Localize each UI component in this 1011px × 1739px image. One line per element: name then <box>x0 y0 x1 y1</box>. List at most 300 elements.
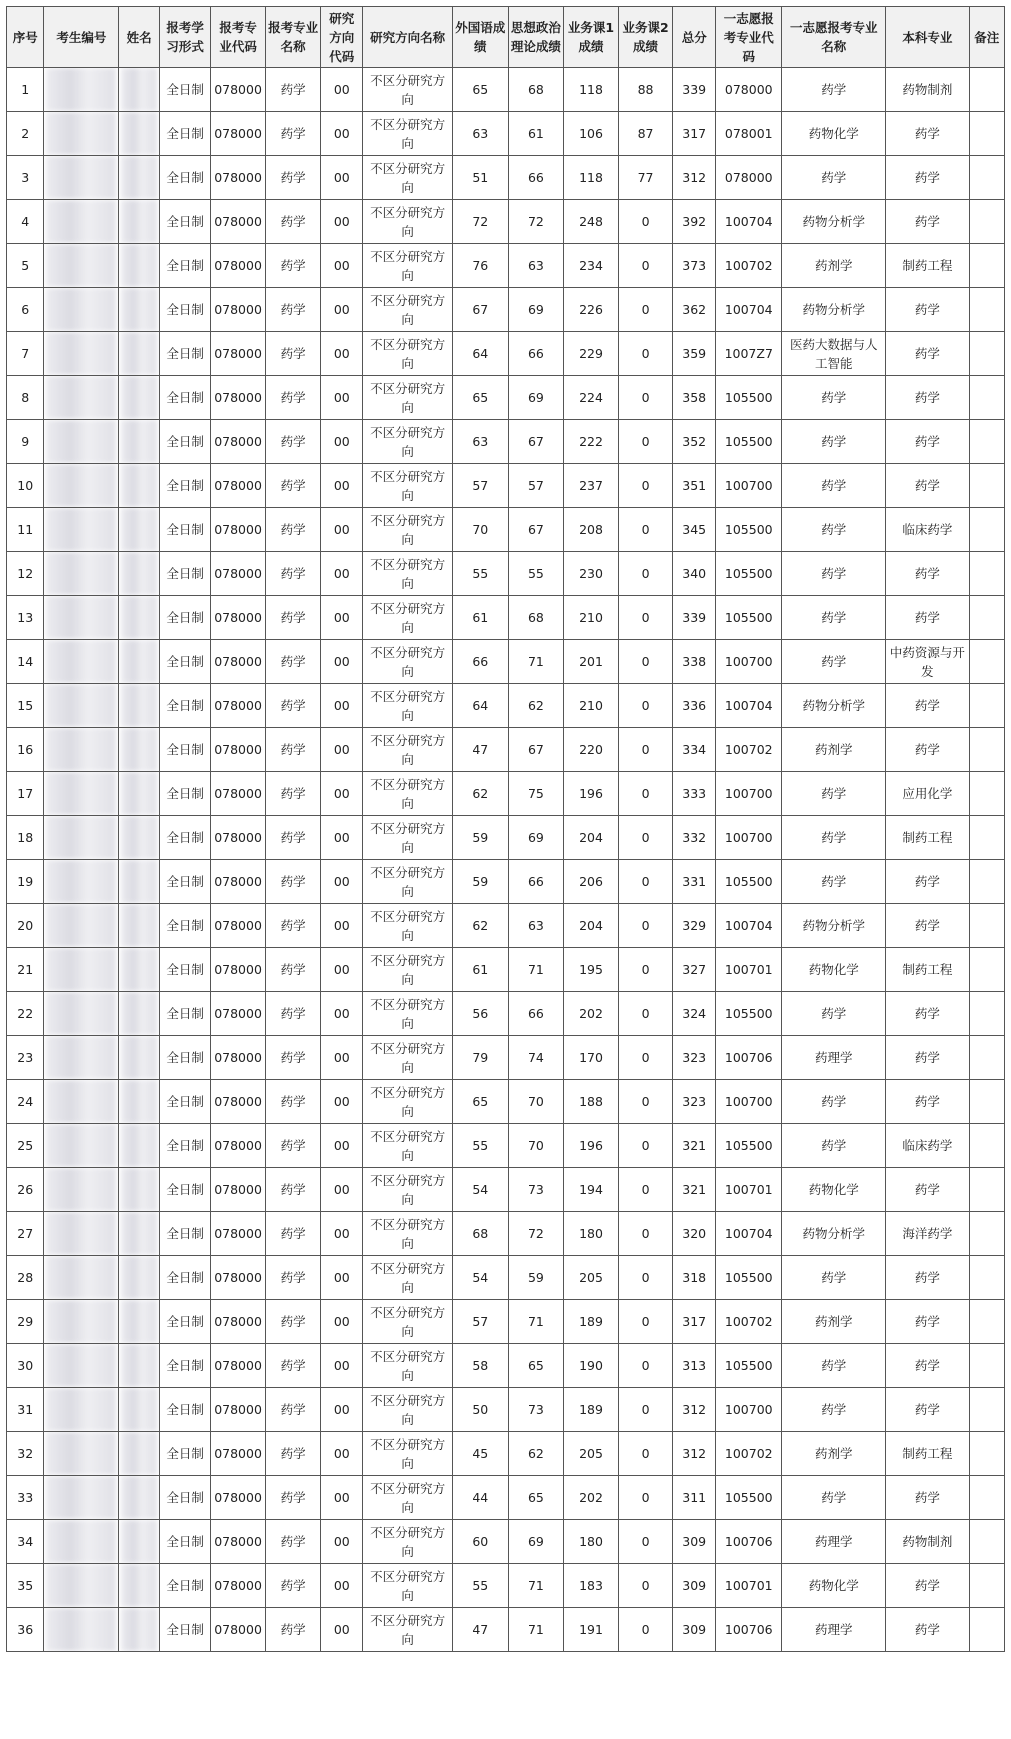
header-first-choice-name: 一志愿报考专业名称 <box>782 7 886 68</box>
cell-undergrad-major: 药学 <box>886 992 969 1036</box>
cell-major-name: 药学 <box>265 1168 321 1212</box>
redaction-blur <box>121 1212 157 1255</box>
cell-major-name: 药学 <box>265 1608 321 1652</box>
cell-direction-name: 不区分研究方向 <box>363 376 453 420</box>
cell-total: 329 <box>673 904 716 948</box>
redaction-blur <box>46 332 116 375</box>
table-body <box>7 68 1005 1652</box>
redaction-blur <box>121 904 157 947</box>
cell-direction-code: 00 <box>321 772 363 816</box>
cell-foreign-language: 70 <box>453 508 509 552</box>
table-row <box>7 1080 1005 1124</box>
cell-politics: 74 <box>508 1036 564 1080</box>
cell-politics: 68 <box>508 596 564 640</box>
cell-first-choice-code: 1007Z7 <box>716 332 782 376</box>
cell-first-choice-name: 药学 <box>782 68 886 112</box>
cell-direction-code: 00 <box>321 1608 363 1652</box>
cell-remarks <box>969 288 1004 332</box>
name-redacted <box>119 1432 160 1476</box>
redaction-blur <box>121 1300 157 1343</box>
cell-foreign-language: 65 <box>453 376 509 420</box>
table-row <box>7 1168 1005 1212</box>
cell-major-name: 药学 <box>265 1124 321 1168</box>
table-row <box>7 288 1005 332</box>
cell-subject-2: 0 <box>618 332 673 376</box>
cell-subject-1: 234 <box>564 244 619 288</box>
cell-major-code: 078000 <box>211 1124 266 1168</box>
cell-subject-2: 0 <box>618 640 673 684</box>
cell-direction-name: 不区分研究方向 <box>363 1080 453 1124</box>
cell-direction-code: 00 <box>321 244 363 288</box>
cell-remarks <box>969 1608 1004 1652</box>
cell-subject-1: 208 <box>564 508 619 552</box>
cell-study-mode: 全日制 <box>159 1608 210 1652</box>
cell-study-mode: 全日制 <box>159 552 210 596</box>
cell-undergrad-major: 药学 <box>886 156 969 200</box>
cell-direction-code: 00 <box>321 200 363 244</box>
cell-total: 321 <box>673 1168 716 1212</box>
cell-direction-name: 不区分研究方向 <box>363 420 453 464</box>
table-row <box>7 596 1005 640</box>
cell-index: 11 <box>7 508 44 552</box>
cell-first-choice-name: 药学 <box>782 860 886 904</box>
cell-subject-2: 0 <box>618 1564 673 1608</box>
redaction-blur <box>46 288 116 331</box>
cell-direction-code: 00 <box>321 640 363 684</box>
cell-remarks <box>969 332 1004 376</box>
cell-study-mode: 全日制 <box>159 772 210 816</box>
cell-subject-1: 183 <box>564 1564 619 1608</box>
cell-undergrad-major: 应用化学 <box>886 772 969 816</box>
header-politics: 思想政治理论成绩 <box>508 7 564 68</box>
redaction-blur <box>46 684 116 727</box>
table-row <box>7 508 1005 552</box>
cell-politics: 65 <box>508 1476 564 1520</box>
table-row <box>7 420 1005 464</box>
cell-foreign-language: 51 <box>453 156 509 200</box>
redaction-blur <box>121 1608 157 1651</box>
cell-study-mode: 全日制 <box>159 1036 210 1080</box>
cell-subject-2: 0 <box>618 244 673 288</box>
candidate-id-redacted <box>44 684 119 728</box>
cell-major-name: 药学 <box>265 1476 321 1520</box>
name-redacted <box>119 156 160 200</box>
cell-study-mode: 全日制 <box>159 112 210 156</box>
cell-study-mode: 全日制 <box>159 1520 210 1564</box>
cell-first-choice-code: 100704 <box>716 288 782 332</box>
table-row <box>7 376 1005 420</box>
cell-remarks <box>969 1520 1004 1564</box>
cell-direction-name: 不区分研究方向 <box>363 156 453 200</box>
cell-undergrad-major: 药学 <box>886 200 969 244</box>
cell-total: 324 <box>673 992 716 1036</box>
cell-subject-2: 0 <box>618 816 673 860</box>
cell-direction-name: 不区分研究方向 <box>363 464 453 508</box>
cell-first-choice-name: 药物化学 <box>782 1564 886 1608</box>
cell-subject-2: 0 <box>618 376 673 420</box>
redaction-blur <box>46 1212 116 1255</box>
cell-foreign-language: 65 <box>453 68 509 112</box>
cell-subject-2: 0 <box>618 464 673 508</box>
cell-remarks <box>969 1168 1004 1212</box>
redaction-blur <box>121 1520 157 1563</box>
name-redacted <box>119 464 160 508</box>
table-row <box>7 244 1005 288</box>
redaction-blur <box>46 244 116 287</box>
cell-politics: 69 <box>508 376 564 420</box>
cell-first-choice-name: 药理学 <box>782 1520 886 1564</box>
cell-subject-1: 194 <box>564 1168 619 1212</box>
cell-first-choice-code: 100702 <box>716 728 782 772</box>
table-row <box>7 1608 1005 1652</box>
name-redacted <box>119 1080 160 1124</box>
cell-subject-1: 180 <box>564 1520 619 1564</box>
cell-major-code: 078000 <box>211 1256 266 1300</box>
redaction-blur <box>46 1388 116 1431</box>
cell-foreign-language: 61 <box>453 596 509 640</box>
redaction-blur <box>46 1168 116 1211</box>
cell-major-code: 078000 <box>211 376 266 420</box>
cell-subject-1: 220 <box>564 728 619 772</box>
cell-major-name: 药学 <box>265 948 321 992</box>
name-redacted <box>119 860 160 904</box>
cell-politics: 71 <box>508 640 564 684</box>
cell-subject-2: 0 <box>618 1080 673 1124</box>
cell-direction-code: 00 <box>321 728 363 772</box>
cell-direction-name: 不区分研究方向 <box>363 1256 453 1300</box>
redaction-blur <box>46 772 116 815</box>
name-redacted <box>119 1608 160 1652</box>
cell-total: 333 <box>673 772 716 816</box>
redaction-blur <box>46 1432 116 1475</box>
redaction-blur <box>46 1256 116 1299</box>
cell-direction-code: 00 <box>321 376 363 420</box>
cell-politics: 66 <box>508 332 564 376</box>
cell-first-choice-name: 药学 <box>782 1080 886 1124</box>
cell-first-choice-name: 药物分析学 <box>782 904 886 948</box>
cell-first-choice-code: 100700 <box>716 1080 782 1124</box>
redaction-blur <box>46 728 116 771</box>
cell-subject-2: 0 <box>618 200 673 244</box>
cell-foreign-language: 60 <box>453 1520 509 1564</box>
cell-politics: 70 <box>508 1124 564 1168</box>
redaction-blur <box>46 68 116 111</box>
redaction-blur <box>46 1476 116 1519</box>
candidate-id-redacted <box>44 244 119 288</box>
cell-undergrad-major: 药学 <box>886 596 969 640</box>
cell-foreign-language: 64 <box>453 684 509 728</box>
cell-politics: 67 <box>508 508 564 552</box>
cell-major-code: 078000 <box>211 1476 266 1520</box>
candidate-id-redacted <box>44 1344 119 1388</box>
redaction-blur <box>121 992 157 1035</box>
name-redacted <box>119 376 160 420</box>
cell-politics: 71 <box>508 1608 564 1652</box>
cell-foreign-language: 57 <box>453 464 509 508</box>
cell-study-mode: 全日制 <box>159 156 210 200</box>
cell-direction-name: 不区分研究方向 <box>363 1432 453 1476</box>
cell-index: 29 <box>7 1300 44 1344</box>
redaction-blur <box>121 68 157 111</box>
table-row <box>7 1124 1005 1168</box>
cell-total: 312 <box>673 1432 716 1476</box>
cell-index: 33 <box>7 1476 44 1520</box>
cell-direction-name: 不区分研究方向 <box>363 508 453 552</box>
cell-first-choice-name: 药学 <box>782 816 886 860</box>
candidate-id-redacted <box>44 640 119 684</box>
cell-direction-name: 不区分研究方向 <box>363 1388 453 1432</box>
cell-subject-1: 118 <box>564 156 619 200</box>
cell-direction-code: 00 <box>321 816 363 860</box>
header-direction-code: 研究方向代码 <box>321 7 363 68</box>
cell-major-name: 药学 <box>265 1520 321 1564</box>
cell-major-code: 078000 <box>211 1300 266 1344</box>
table-row <box>7 332 1005 376</box>
cell-first-choice-code: 105500 <box>716 508 782 552</box>
cell-major-name: 药学 <box>265 1344 321 1388</box>
header-row <box>7 7 1005 68</box>
header-index: 序号 <box>7 7 44 68</box>
redaction-blur <box>121 1168 157 1211</box>
cell-major-name: 药学 <box>265 552 321 596</box>
redaction-blur <box>46 1564 116 1607</box>
cell-foreign-language: 65 <box>453 1080 509 1124</box>
redaction-blur <box>121 1344 157 1387</box>
cell-remarks <box>969 596 1004 640</box>
cell-politics: 75 <box>508 772 564 816</box>
cell-subject-2: 0 <box>618 1520 673 1564</box>
cell-direction-code: 00 <box>321 904 363 948</box>
cell-remarks <box>969 816 1004 860</box>
cell-study-mode: 全日制 <box>159 904 210 948</box>
cell-index: 3 <box>7 156 44 200</box>
name-redacted <box>119 948 160 992</box>
cell-politics: 70 <box>508 1080 564 1124</box>
cell-subject-2: 0 <box>618 1036 673 1080</box>
cell-direction-code: 00 <box>321 1388 363 1432</box>
cell-foreign-language: 61 <box>453 948 509 992</box>
redaction-blur <box>121 860 157 903</box>
cell-total: 309 <box>673 1608 716 1652</box>
cell-major-code: 078000 <box>211 68 266 112</box>
redaction-blur <box>46 1520 116 1563</box>
candidate-id-redacted <box>44 1080 119 1124</box>
admission-score-table <box>6 6 1005 1652</box>
redaction-blur <box>46 1300 116 1343</box>
table-row <box>7 1344 1005 1388</box>
cell-major-name: 药学 <box>265 1432 321 1476</box>
cell-subject-1: 210 <box>564 596 619 640</box>
redaction-blur <box>121 244 157 287</box>
cell-remarks <box>969 1036 1004 1080</box>
candidate-id-redacted <box>44 376 119 420</box>
cell-politics: 61 <box>508 112 564 156</box>
cell-major-name: 药学 <box>265 728 321 772</box>
table-row <box>7 464 1005 508</box>
cell-subject-1: 118 <box>564 68 619 112</box>
cell-remarks <box>969 1080 1004 1124</box>
cell-direction-code: 00 <box>321 684 363 728</box>
redaction-blur <box>121 200 157 243</box>
cell-subject-1: 201 <box>564 640 619 684</box>
cell-first-choice-name: 药学 <box>782 508 886 552</box>
cell-index: 35 <box>7 1564 44 1608</box>
header-foreign-language: 外国语成绩 <box>453 7 509 68</box>
cell-major-name: 药学 <box>265 200 321 244</box>
redaction-blur <box>121 420 157 463</box>
cell-foreign-language: 67 <box>453 288 509 332</box>
candidate-id-redacted <box>44 1168 119 1212</box>
name-redacted <box>119 596 160 640</box>
table-row <box>7 1520 1005 1564</box>
cell-remarks <box>969 464 1004 508</box>
candidate-id-redacted <box>44 992 119 1036</box>
cell-total: 318 <box>673 1256 716 1300</box>
cell-major-code: 078000 <box>211 860 266 904</box>
candidate-id-redacted <box>44 420 119 464</box>
cell-major-name: 药学 <box>265 640 321 684</box>
cell-direction-code: 00 <box>321 156 363 200</box>
redaction-blur <box>46 1124 116 1167</box>
cell-remarks <box>969 420 1004 464</box>
cell-undergrad-major: 药学 <box>886 904 969 948</box>
cell-subject-1: 202 <box>564 1476 619 1520</box>
cell-direction-code: 00 <box>321 1520 363 1564</box>
cell-remarks <box>969 1300 1004 1344</box>
cell-major-code: 078000 <box>211 1432 266 1476</box>
cell-subject-1: 190 <box>564 1344 619 1388</box>
cell-major-code: 078000 <box>211 1608 266 1652</box>
cell-first-choice-name: 药理学 <box>782 1608 886 1652</box>
redaction-blur <box>121 640 157 683</box>
cell-index: 1 <box>7 68 44 112</box>
cell-remarks <box>969 508 1004 552</box>
cell-direction-name: 不区分研究方向 <box>363 596 453 640</box>
cell-remarks <box>969 1564 1004 1608</box>
cell-total: 309 <box>673 1520 716 1564</box>
cell-first-choice-code: 100701 <box>716 1168 782 1212</box>
cell-direction-name: 不区分研究方向 <box>363 112 453 156</box>
cell-subject-2: 87 <box>618 112 673 156</box>
name-redacted <box>119 332 160 376</box>
cell-subject-2: 0 <box>618 904 673 948</box>
cell-major-name: 药学 <box>265 1300 321 1344</box>
cell-subject-1: 191 <box>564 1608 619 1652</box>
cell-subject-1: 189 <box>564 1388 619 1432</box>
cell-undergrad-major: 海洋药学 <box>886 1212 969 1256</box>
cell-index: 21 <box>7 948 44 992</box>
cell-direction-name: 不区分研究方向 <box>363 1476 453 1520</box>
cell-study-mode: 全日制 <box>159 200 210 244</box>
candidate-id-redacted <box>44 1300 119 1344</box>
cell-major-name: 药学 <box>265 816 321 860</box>
cell-politics: 57 <box>508 464 564 508</box>
name-redacted <box>119 992 160 1036</box>
cell-direction-code: 00 <box>321 68 363 112</box>
cell-study-mode: 全日制 <box>159 816 210 860</box>
cell-index: 5 <box>7 244 44 288</box>
cell-major-name: 药学 <box>265 156 321 200</box>
cell-foreign-language: 64 <box>453 332 509 376</box>
header-name: 姓名 <box>119 7 160 68</box>
cell-index: 31 <box>7 1388 44 1432</box>
cell-index: 30 <box>7 1344 44 1388</box>
redaction-blur <box>121 1564 157 1607</box>
cell-major-code: 078000 <box>211 1388 266 1432</box>
cell-subject-2: 0 <box>618 1212 673 1256</box>
cell-first-choice-code: 100700 <box>716 816 782 860</box>
cell-politics: 65 <box>508 1344 564 1388</box>
cell-direction-code: 00 <box>321 860 363 904</box>
header-subject-1: 业务课1成绩 <box>564 7 619 68</box>
cell-first-choice-name: 药学 <box>782 1344 886 1388</box>
candidate-id-redacted <box>44 156 119 200</box>
cell-subject-1: 248 <box>564 200 619 244</box>
candidate-id-redacted <box>44 552 119 596</box>
cell-undergrad-major: 药学 <box>886 1564 969 1608</box>
cell-direction-name: 不区分研究方向 <box>363 1124 453 1168</box>
redaction-blur <box>121 1124 157 1167</box>
cell-first-choice-name: 药剂学 <box>782 728 886 772</box>
cell-first-choice-name: 药剂学 <box>782 1432 886 1476</box>
cell-major-name: 药学 <box>265 1080 321 1124</box>
redaction-blur <box>121 728 157 771</box>
cell-remarks <box>969 1476 1004 1520</box>
cell-major-name: 药学 <box>265 1388 321 1432</box>
cell-first-choice-code: 105500 <box>716 1344 782 1388</box>
cell-total: 345 <box>673 508 716 552</box>
cell-direction-name: 不区分研究方向 <box>363 68 453 112</box>
cell-foreign-language: 57 <box>453 1300 509 1344</box>
cell-subject-2: 0 <box>618 1256 673 1300</box>
cell-subject-2: 0 <box>618 1300 673 1344</box>
cell-foreign-language: 55 <box>453 1564 509 1608</box>
cell-first-choice-name: 药学 <box>782 552 886 596</box>
name-redacted <box>119 1168 160 1212</box>
cell-direction-name: 不区分研究方向 <box>363 200 453 244</box>
cell-direction-code: 00 <box>321 552 363 596</box>
cell-study-mode: 全日制 <box>159 332 210 376</box>
header-direction-name: 研究方向名称 <box>363 7 453 68</box>
redaction-blur <box>121 464 157 507</box>
cell-foreign-language: 72 <box>453 200 509 244</box>
cell-first-choice-name: 药物化学 <box>782 948 886 992</box>
cell-index: 2 <box>7 112 44 156</box>
cell-politics: 69 <box>508 288 564 332</box>
cell-first-choice-code: 100702 <box>716 1432 782 1476</box>
cell-undergrad-major: 临床药学 <box>886 1124 969 1168</box>
redaction-blur <box>46 508 116 551</box>
cell-direction-name: 不区分研究方向 <box>363 1520 453 1564</box>
cell-direction-name: 不区分研究方向 <box>363 1168 453 1212</box>
cell-politics: 73 <box>508 1168 564 1212</box>
cell-total: 339 <box>673 596 716 640</box>
cell-subject-1: 196 <box>564 1124 619 1168</box>
candidate-id-redacted <box>44 1124 119 1168</box>
cell-politics: 55 <box>508 552 564 596</box>
cell-subject-1: 189 <box>564 1300 619 1344</box>
header-first-choice-code: 一志愿报考专业代码 <box>716 7 782 68</box>
table-row <box>7 684 1005 728</box>
cell-first-choice-name: 药学 <box>782 376 886 420</box>
cell-direction-name: 不区分研究方向 <box>363 1212 453 1256</box>
redaction-blur <box>46 420 116 463</box>
cell-direction-name: 不区分研究方向 <box>363 332 453 376</box>
cell-subject-1: 205 <box>564 1432 619 1476</box>
cell-first-choice-name: 药物分析学 <box>782 684 886 728</box>
cell-remarks <box>969 728 1004 772</box>
cell-total: 332 <box>673 816 716 860</box>
